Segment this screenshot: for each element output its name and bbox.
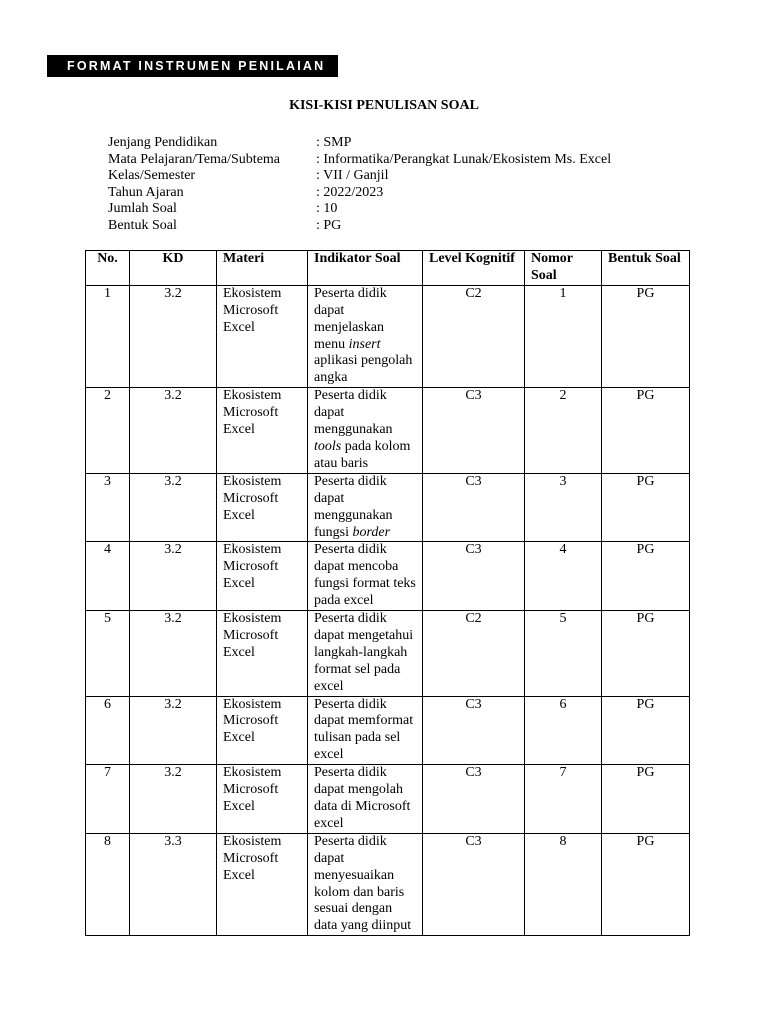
indikator-text: Peserta didik dapat menggunakan fungsi <box>314 473 393 540</box>
header-kd: KD <box>130 251 217 286</box>
info-label: Jenjang Pendidikan <box>108 135 218 150</box>
table-row <box>86 473 690 542</box>
cell-no: 2 <box>86 388 130 474</box>
info-value: : Informatika/Perangkat Lunak/Ekosistem Ms. Excel <box>316 151 612 167</box>
table-row <box>86 285 690 387</box>
indikator-text: pada kolom atau baris <box>314 438 411 471</box>
section-banner <box>47 55 338 77</box>
header-indikator: Indikator Soal <box>308 251 423 286</box>
info-label: Bentuk Soal <box>108 217 177 233</box>
info-value: : 2022/2023 <box>316 184 384 200</box>
header-bentuk: Bentuk Soal <box>602 251 690 286</box>
indikator-text: Peserta didik dapat mengolah data di Microsoft excel <box>314 765 411 831</box>
cell-bentuk: PG <box>602 833 690 935</box>
cell-level: C3 <box>423 765 525 834</box>
document-title: KISI-KISI PENULISAN SOAL <box>289 98 479 113</box>
table-row <box>86 611 690 697</box>
cell-nomor: 3 <box>525 473 602 542</box>
cell-kd: 3.2 <box>130 473 217 542</box>
indikator-text: aplikasi pengolah angka <box>314 353 413 386</box>
cell-nomor: 4 <box>525 542 602 611</box>
info-value: : PG <box>316 217 342 233</box>
cell-bentuk: PG <box>602 765 690 834</box>
cell-nomor: 2 <box>525 388 602 474</box>
cell-kd: 3.2 <box>130 388 217 474</box>
cell-bentuk: PG <box>602 696 690 765</box>
cell-indikator <box>308 833 423 935</box>
cell-level: C3 <box>423 696 525 765</box>
indikator-text: Peserta didik dapat memformat tulisan pada sel excel <box>314 696 414 763</box>
cell-materi: Ekosistem Microsoft Excel <box>217 542 308 611</box>
cell-indikator <box>308 696 423 765</box>
cell-materi: Ekosistem Microsoft Excel <box>217 611 308 697</box>
cell-no: 5 <box>86 611 130 697</box>
cell-materi: Ekosistem Microsoft Excel <box>217 285 308 387</box>
indikator-text: tools <box>314 438 342 454</box>
cell-bentuk: PG <box>602 542 690 611</box>
cell-no: 4 <box>86 542 130 611</box>
indikator-text: border <box>352 524 391 540</box>
info-label: Jumlah Soal <box>108 201 177 217</box>
table-row <box>86 696 690 765</box>
cell-kd: 3.2 <box>130 611 217 697</box>
cell-nomor: 6 <box>525 696 602 765</box>
indikator-text: Peserta didik dapat menjelaskan menu <box>314 285 387 352</box>
indikator-text: insert <box>348 336 381 352</box>
info-value: : SMP <box>316 135 352 150</box>
cell-indikator <box>308 388 423 474</box>
cell-level: C2 <box>423 611 525 697</box>
cell-no: 7 <box>86 765 130 834</box>
cell-no: 6 <box>86 696 130 765</box>
cell-no: 1 <box>86 285 130 387</box>
info-value: : VII / Ganjil <box>316 168 389 184</box>
cell-kd: 3.2 <box>130 765 217 834</box>
indikator-text: Peserta didik dapat mencoba fungsi format teks pada excel <box>314 542 416 609</box>
cell-indikator <box>308 611 423 697</box>
cell-no: 8 <box>86 833 130 935</box>
table-row <box>86 542 690 611</box>
info-row <box>108 152 611 169</box>
table-row <box>86 833 690 935</box>
header-level: Level Kognitif <box>423 251 525 286</box>
cell-bentuk: PG <box>602 285 690 387</box>
cell-indikator <box>308 542 423 611</box>
header-no: No. <box>86 251 130 286</box>
header-nomor: Nomor Soal <box>525 251 602 286</box>
cell-kd: 3.2 <box>130 696 217 765</box>
info-value: : 10 <box>316 201 338 217</box>
cell-indikator <box>308 473 423 542</box>
cell-kd: 3.2 <box>130 285 217 387</box>
cell-materi: Ekosistem Microsoft Excel <box>217 388 308 474</box>
info-row <box>108 185 611 202</box>
info-row <box>108 168 611 185</box>
info-label: Kelas/Semester <box>108 168 196 184</box>
cell-nomor: 5 <box>525 611 602 697</box>
cell-nomor: 7 <box>525 765 602 834</box>
cell-level: C2 <box>423 285 525 387</box>
cell-materi: Ekosistem Microsoft Excel <box>217 696 308 765</box>
cell-indikator <box>308 285 423 387</box>
cell-no: 3 <box>86 473 130 542</box>
table-row <box>86 388 690 474</box>
cell-level: C3 <box>423 542 525 611</box>
indikator-text: Peserta didik dapat mengetahui langkah-langkah format sel pada excel <box>314 611 414 694</box>
cell-level: C3 <box>423 473 525 542</box>
header-materi: Materi <box>217 251 308 286</box>
indikator-text: Peserta didik dapat menyesuaikan kolom dan baris sesuai dengan data yang diinput <box>314 833 412 934</box>
cell-level: C3 <box>423 833 525 935</box>
cell-materi: Ekosistem Microsoft Excel <box>217 473 308 542</box>
info-row <box>108 218 611 235</box>
table-body <box>86 285 690 935</box>
info-label: Mata Pelajaran/Tema/Subtema <box>108 151 281 167</box>
cell-indikator <box>308 765 423 834</box>
cell-kd: 3.3 <box>130 833 217 935</box>
cell-bentuk: PG <box>602 388 690 474</box>
cell-kd: 3.2 <box>130 542 217 611</box>
kisi-kisi-table <box>85 250 690 936</box>
table-header-row <box>86 251 690 286</box>
cell-bentuk: PG <box>602 473 690 542</box>
cell-nomor: 1 <box>525 285 602 387</box>
cell-nomor: 8 <box>525 833 602 935</box>
info-label: Tahun Ajaran <box>108 184 184 200</box>
indikator-text: Peserta didik dapat menggunakan <box>314 388 393 438</box>
banner-text: FORMAT INSTRUMEN PENILAIAN <box>67 59 326 73</box>
info-row <box>108 201 611 218</box>
cell-materi: Ekosistem Microsoft Excel <box>217 765 308 834</box>
cell-level: C3 <box>423 388 525 474</box>
info-row <box>108 135 611 152</box>
cell-materi: Ekosistem Microsoft Excel <box>217 833 308 935</box>
info-block <box>108 135 611 235</box>
cell-bentuk: PG <box>602 611 690 697</box>
table-row <box>86 765 690 834</box>
